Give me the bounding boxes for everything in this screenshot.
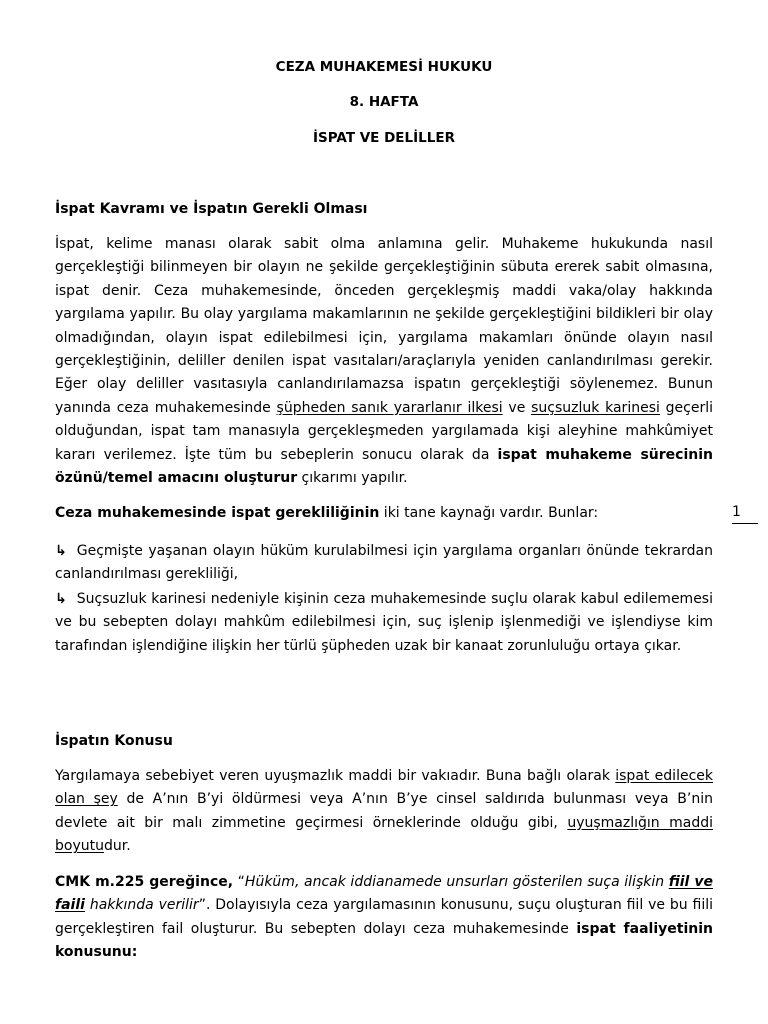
emphasized-term-fiil-ve-faili: fiil ve faili [55, 874, 713, 914]
underlined-term-sucsuzluk: suçsuzluk karinesi [531, 399, 660, 416]
text-run: de A’nın B’yi öldürmesi veya A’nın B’ye cinsel saldırıda bulunması veya B’nin devlete ait bir malı zimmetine geçirmesi örneklerinde olduğu gibi, [55, 791, 713, 831]
text-run: ”. Dolayısıyla ceza yargılamasının konusunu, suçu oluşturan fiil ve bu fiili gerçekleştiren fail oluşturur. Bu sebepten dolayı ceza muhakemesinde [55, 897, 714, 937]
text-run: Yargılamaya sebebiyet veren uyuşmazlık maddi bir vakıadır. Buna bağlı olarak [55, 768, 616, 784]
paragraph-cmk-225 [55, 871, 713, 965]
text-run: “ [233, 874, 245, 890]
text-run: çıkarımı yapılır. [297, 470, 408, 487]
bold-phrase: ispat muhakeme sürecinin özünü/temel amacını oluşturur [55, 446, 713, 487]
page-number: 1 [732, 503, 758, 524]
text-run: ve [502, 399, 532, 416]
bullet-item-2 [55, 588, 713, 658]
section-heading-ispat-kavrami: İspat Kavramı ve İspatın Gerekli Olması [55, 201, 368, 217]
arrow-bullet-icon: ↳ [55, 591, 67, 607]
text-run: geçerli olduğundan, ispat tam manasıyla gerçekleşmeden yargılamada kişi aleyhine mahkûmiyet kararı verilemez. İşte tüm bu sebeplerin sonucu olarak da [55, 399, 713, 463]
underlined-term-uyusmazlik: uyuşmazlığın maddi boyutu [55, 814, 713, 855]
topic-title: İSPAT VE DELİLLER [313, 130, 455, 146]
bullet-text: Geçmişte yaşanan olayın hüküm kurulabilmesi için yargılama organları önünde tekrardan canlandırılması gerekliliği, [55, 543, 713, 583]
text-run: iki tane kaynağı vardır. Bunlar: [379, 505, 599, 521]
bold-phrase: ispat faaliyetinin konusunu: [55, 920, 713, 961]
bullet-text: Suçsuzluk karinesi nedeniyle kişinin ceza muhakemesinde suçlu olarak kabul edilememesi ve bu sebepten dolayı mahkûm edilebilmesi için, suç işlenip işlenmediği ve işlendiyse kim tarafından işlendiğine ilişkin her türlü şüpheden uzak bir kanaat zorunluluğu ortaya çıkar. [55, 591, 713, 654]
paragraph-ispat-konusu [55, 765, 713, 859]
text-run: İspat, kelime manası olarak sabit olma anlamına gelir. Muhakeme hukukunda nasıl gerçekleştiği bilinmeyen bir olayın ne şekilde gerçekleştiğinin sübuta ererek sabit olmasına, ispat denir. Ceza muhakemesinde, önceden gerçekleşmiş maddi vaka/olay hakkında yargılama yapılır. Bu olay yargılama makamlarının ne şekilde gerçekleştiğini bildikleri bir olay olmadığından, olayın ispat edilebilmesi için, yargılama makamları önünde olayın nasıl gerçekleştiğinin, deliller denilen ispat vasıtaları/araçlarıyla yeniden canlandırılması gerekir. Eğer olay deliller vasıtasıyla canlandırılamazsa ispatın gerçekleştiği söylenemez. Bunun yanında ceza muhakemesinde [55, 236, 713, 416]
italic-quote: hakkında verilir [84, 897, 199, 914]
bullet-item-1 [55, 540, 713, 587]
arrow-bullet-icon: ↳ [55, 543, 67, 559]
text-run: dur. [103, 838, 131, 855]
section-heading-ispatin-konusu: İspatın Konusu [55, 733, 173, 749]
underlined-term-supheden: şüpheden sanık yararlanır ilkesi [276, 399, 503, 416]
paragraph-ispat-kaynaklari [55, 502, 713, 525]
course-title: CEZA MUHAKEMESİ HUKUKU [275, 59, 493, 75]
bold-phrase: Ceza muhakemesinde ispat gerekliliğinin [55, 505, 380, 521]
italic-quote: Hüküm, ancak iddianamede unsurları gösterilen suça ilişkin [244, 874, 669, 890]
week-title: 8. HAFTA [349, 94, 419, 110]
underlined-term-ispat-edilecek: ispat edilecek olan şey [55, 768, 713, 808]
paragraph-ispat-definition [55, 233, 713, 490]
bold-phrase: CMK m.225 gereğince, [55, 874, 234, 890]
